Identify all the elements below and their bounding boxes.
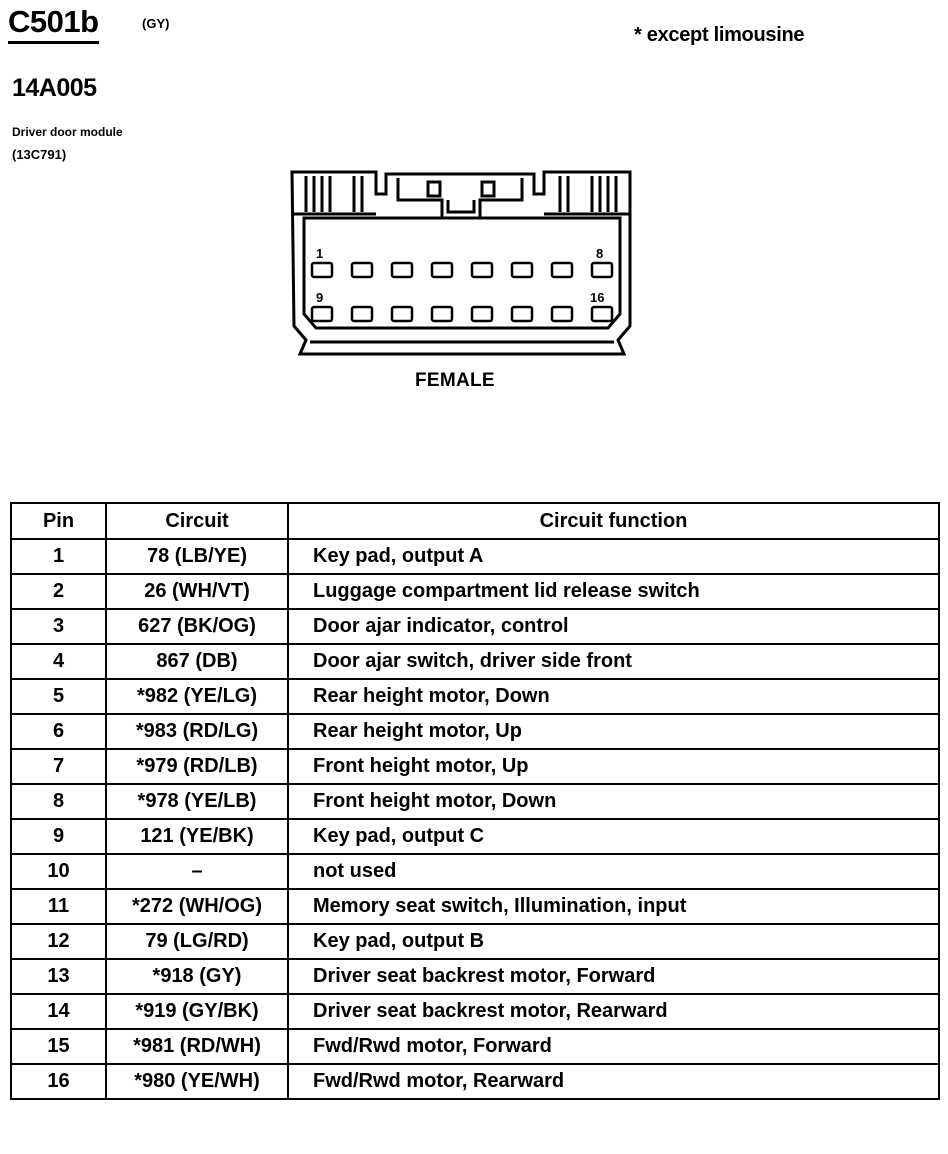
table-row [11,539,939,574]
table-row [11,889,939,924]
header-circuit-function: Circuit function [288,503,939,539]
circuit-cell: 121 (YE/BK) [106,819,288,854]
function-cell: Luggage compartment lid release switch [288,574,939,609]
header-circuit: Circuit [106,503,288,539]
function-cell: Key pad, output A [288,539,939,574]
circuit-cell: *919 (GY/BK) [106,994,288,1029]
function-cell: Door ajar indicator, control [288,609,939,644]
circuit-cell: 78 (LB/YE) [106,539,288,574]
circuit-cell: 627 (BK/OG) [106,609,288,644]
function-cell: Rear height motor, Up [288,714,939,749]
function-cell: Fwd/Rwd motor, Forward [288,1029,939,1064]
pin-cell: 3 [11,609,106,644]
pin-table [10,502,940,1100]
function-cell: Key pad, output B [288,924,939,959]
pin-cell: 14 [11,994,106,1029]
function-cell: Rear height motor, Down [288,679,939,714]
table-row [11,644,939,679]
pin-label-8: 8 [596,246,604,261]
table-row [11,609,939,644]
function-cell: Door ajar switch, driver side front [288,644,939,679]
connector-id: C501b [8,4,99,44]
function-cell: Front height motor, Down [288,784,939,819]
table-row [11,819,939,854]
table-row [11,994,939,1029]
table-row [11,924,939,959]
function-cell: Driver seat backrest motor, Forward [288,959,939,994]
pin-cell: 2 [11,574,106,609]
connector-gender-label: FEMALE [415,370,495,391]
function-cell: Front height motor, Up [288,749,939,784]
table-row [11,1064,939,1099]
circuit-cell: *978 (YE/LB) [106,784,288,819]
circuit-cell: 867 (DB) [106,644,288,679]
table-row [11,749,939,784]
pin-label-16: 16 [590,290,605,305]
pin-cell: 7 [11,749,106,784]
pin-cell: 8 [11,784,106,819]
part-number: 14A005 [12,74,97,102]
circuit-cell: *918 (GY) [106,959,288,994]
circuit-cell: *982 (YE/LG) [106,679,288,714]
pin-cell: 9 [11,819,106,854]
function-cell: not used [288,854,939,889]
pin-cell: 13 [11,959,106,994]
pin-cell: 1 [11,539,106,574]
function-cell: Memory seat switch, Illumination, input [288,889,939,924]
table-row [11,1029,939,1064]
circuit-cell: 26 (WH/VT) [106,574,288,609]
header-pin: Pin [11,503,106,539]
circuit-cell: *979 (RD/LB) [106,749,288,784]
table-row [11,679,939,714]
module-name: Driver door module [12,125,123,139]
pin-cell: 12 [11,924,106,959]
circuit-cell: – [106,854,288,889]
pin-cell: 16 [11,1064,106,1099]
function-cell: Key pad, output C [288,819,939,854]
table-row [11,574,939,609]
pin-cell: 11 [11,889,106,924]
function-cell: Driver seat backrest motor, Rearward [288,994,939,1029]
circuit-cell: *980 (YE/WH) [106,1064,288,1099]
connector-color: (GY) [142,16,170,31]
pin-cell: 6 [11,714,106,749]
pin-cell: 10 [11,854,106,889]
function-cell: Fwd/Rwd motor, Rearward [288,1064,939,1099]
pin-cell: 5 [11,679,106,714]
table-row [11,784,939,819]
footnote-except-limousine: * except limousine [634,24,805,46]
table-row [11,959,939,994]
table-row [11,854,939,889]
pin-label-9: 9 [316,290,324,305]
circuit-cell: *981 (RD/WH) [106,1029,288,1064]
module-code: (13C791) [12,147,67,162]
table-row [11,714,939,749]
pin-cell: 15 [11,1029,106,1064]
circuit-cell: 79 (LG/RD) [106,924,288,959]
circuit-cell: *272 (WH/OG) [106,889,288,924]
pin-cell: 4 [11,644,106,679]
table-header-row [11,503,939,539]
pin-label-1: 1 [316,246,324,261]
circuit-cell: *983 (RD/LG) [106,714,288,749]
connector-face-diagram [286,166,638,366]
